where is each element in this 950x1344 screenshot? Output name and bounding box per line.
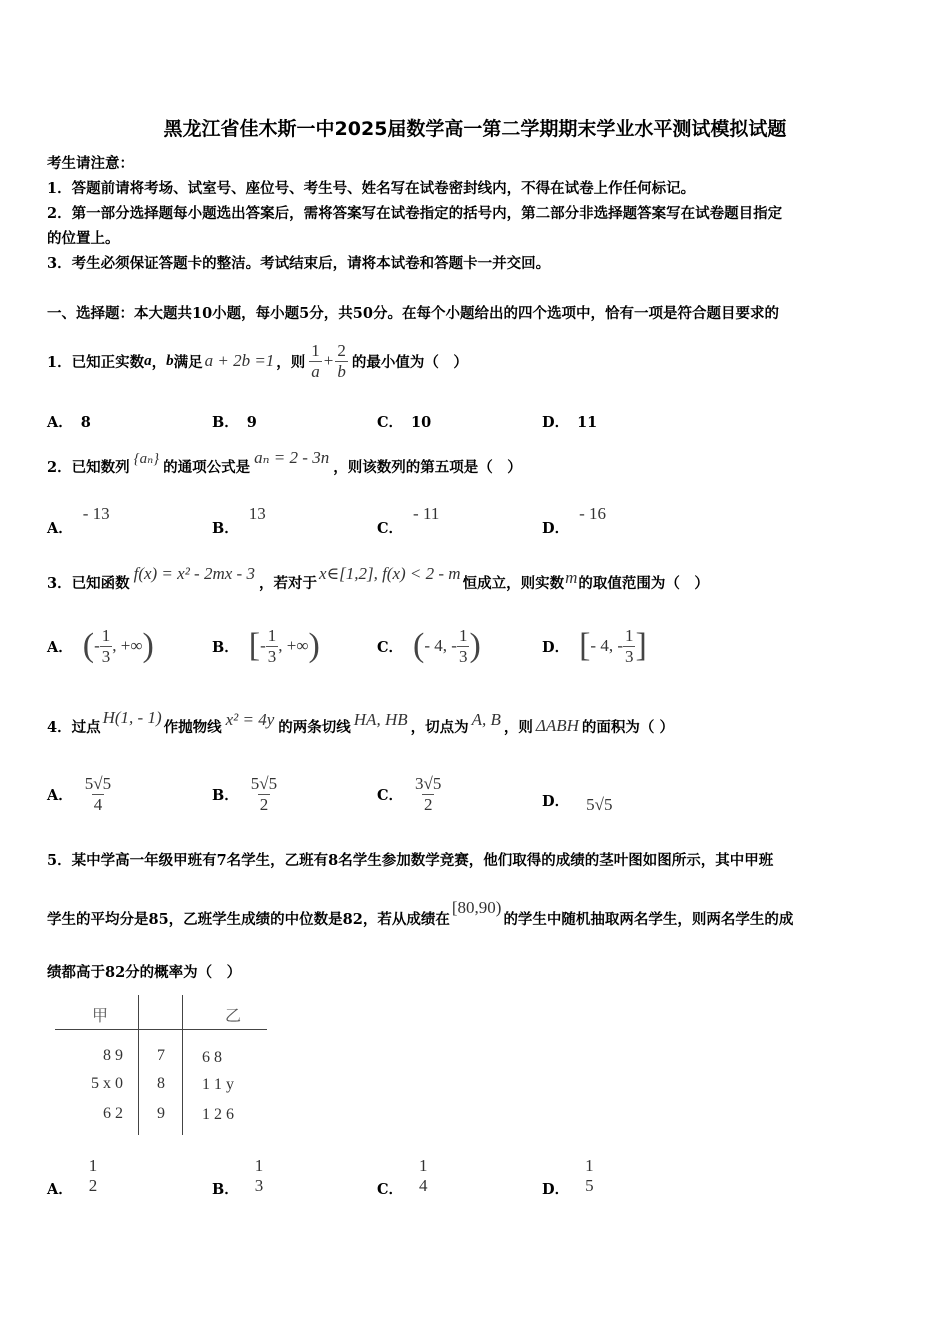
- question-3: [47, 562, 709, 602]
- q1-fraction-1: $\frac{1}{a}$: [311, 340, 320, 381]
- q3-option-d[interactable]: D． [ - 4, - $\frac{1}{3}$ ]: [542, 625, 647, 666]
- q4-text-6: 的面积为（ ）: [581, 718, 674, 736]
- question-5-line-2: [47, 898, 793, 938]
- q4-tangent-points: A, B: [471, 710, 501, 729]
- q5-option-b[interactable]: B． 1 3: [212, 1156, 264, 1198]
- q1-var-a: a: [144, 352, 152, 369]
- section-heading: 一、选择题：本大题共10小题，每小题5分，共50分。在每个小题给出的四个选项中，恰有一项是符合题目要求的: [47, 305, 779, 322]
- q1-fraction-2: $\frac{2}{b}$: [337, 340, 346, 381]
- q2-option-b[interactable]: B．13: [212, 504, 266, 537]
- q1-var-b: b: [166, 352, 174, 369]
- q3-option-c[interactable]: C． ( - 4, - $\frac{1}{3}$ ): [377, 625, 481, 666]
- notice-heading: 考生请注意：: [47, 155, 134, 172]
- q4-tangents: HA, HB: [353, 710, 408, 729]
- page-title: 黑龙江省佳木斯一中2025届数学高一第二学期期末学业水平测试模拟试题: [163, 118, 787, 140]
- question-4: [47, 706, 674, 746]
- notice-line-2: 2．第一部分选择题每小题选出答案后，需将答案写在试卷指定的括号内，第二部分非选择题答案写在试卷题目指定: [47, 205, 783, 222]
- q4-text-1: 4．过点: [47, 718, 101, 736]
- stem-leaf-left-row-3: 6 2: [103, 1105, 123, 1122]
- q4-option-c[interactable]: C． $\frac{3√5}{2}$: [377, 773, 442, 814]
- q3-var-m: m: [565, 568, 578, 587]
- q2-sequence: {aₙ}: [133, 450, 160, 467]
- notice-line-3: 3．考生必须保证答题卡的整洁。考试结束后，请将本试卷和答题卡一并交回。: [47, 255, 551, 272]
- q5-text-2b: 的学生中随机抽取两名学生，则两名学生的成: [503, 910, 794, 928]
- stem-leaf-right-header: 乙: [225, 1008, 242, 1025]
- stem-leaf-stem-3: 9: [157, 1105, 165, 1122]
- question-2: [47, 448, 522, 484]
- q1-comma: ，: [151, 353, 167, 371]
- q1-text-3: ，则: [276, 353, 306, 371]
- q5-text-2a: 学生的平均分是85，乙班学生成绩的中位数是82，若从成绩在: [47, 910, 450, 928]
- q2-option-d[interactable]: D．- 16: [542, 504, 606, 537]
- q2-text-3: ，则该数列的第五项是（ ）: [333, 458, 522, 476]
- q1-option-d[interactable]: D． 11: [542, 414, 598, 431]
- q4-text-5: ，则: [503, 718, 533, 736]
- stem-leaf-right-row-2: 1 1 y: [202, 1076, 234, 1093]
- stem-leaf-divider-left: [138, 995, 139, 1135]
- notice-line-2-cont: 的位置上。: [47, 230, 120, 247]
- q4-option-b[interactable]: B． $\frac{5√5}{2}$: [212, 773, 278, 814]
- q2-option-c[interactable]: C．- 11: [377, 504, 440, 537]
- q3-option-b[interactable]: B． [ - $\frac{1}{3}$ , +∞ ): [212, 625, 320, 666]
- q4-option-d[interactable]: D． 5√5: [542, 793, 613, 814]
- q1-text-2: 满足: [173, 353, 203, 371]
- q2-option-a[interactable]: A．- 13: [47, 504, 110, 537]
- notice-line-1: 1．答题前请将考场、试室号、座位号、考生号、姓名写在试卷密封线内，不得在试卷上作任何标记。: [47, 180, 696, 197]
- q4-point-h: H(1, - 1): [102, 708, 162, 727]
- q5-option-d[interactable]: D． 1 5: [542, 1156, 594, 1198]
- q4-triangle: ΔABH: [535, 716, 579, 735]
- q3-condition: x∈[1,2], f(x) < 2 - m: [318, 564, 461, 583]
- stem-leaf-right-row-3: 1 2 6: [202, 1106, 234, 1123]
- q1-condition: a + 2b =1: [204, 351, 275, 370]
- q4-text-3: 的两条切线: [278, 718, 351, 736]
- stem-leaf-divider-right: [182, 995, 183, 1135]
- stem-leaf-stem-2: 8: [157, 1075, 165, 1092]
- q5-option-c[interactable]: C． 1 4: [377, 1156, 428, 1198]
- q1-text-1: 1．已知正实数: [47, 353, 145, 371]
- q3-text-3: 恒成立，则实数: [462, 574, 565, 592]
- stem-leaf-header-rule: [55, 1029, 267, 1030]
- question-5-line-3: 绩都高于82分的概率为（ ）: [47, 964, 242, 981]
- q3-text-2: ，若对于: [258, 574, 317, 592]
- q3-text-1: 3．已知函数: [47, 574, 130, 592]
- stem-leaf-left-row-2: 5 x 0: [91, 1075, 123, 1092]
- q1-plus: +: [323, 351, 334, 370]
- q1-text-4: 的最小值为（ ）: [351, 353, 468, 371]
- q3-option-a[interactable]: A． ( - $\frac{1}{3}$ , +∞ ): [47, 625, 154, 666]
- q4-option-a[interactable]: A． $\frac{5√5}{4}$: [47, 773, 112, 814]
- q3-function: f(x) = x² - 2mx - 3: [133, 564, 255, 583]
- question-5-line-1: 5．某中学高一年级甲班有7名学生，乙班有8名学生参加数学竞赛，他们取得的成绩的茎叶图如图所示，其中甲班: [47, 852, 774, 869]
- stem-leaf-plot: [55, 995, 275, 1145]
- q4-parabola: x² = 4y: [225, 710, 275, 729]
- q1-option-c[interactable]: C． 10: [377, 414, 432, 431]
- q2-text-2: 的通项公式是: [163, 458, 251, 476]
- stem-leaf-left-row-1: 8 9: [103, 1047, 123, 1064]
- q5-option-a[interactable]: A． 1 2: [47, 1156, 98, 1198]
- stem-leaf-right-row-1: 6 8: [202, 1049, 222, 1066]
- q5-interval: [80,90): [451, 898, 502, 917]
- q2-text-1: 2．已知数列: [47, 458, 130, 476]
- stem-leaf-left-header: 甲: [92, 1008, 109, 1025]
- q1-option-a[interactable]: A． 8: [47, 414, 91, 431]
- q2-formula: aₙ = 2 - 3n: [254, 448, 330, 467]
- q4-text-4: ，切点为: [410, 718, 469, 736]
- question-1: [47, 326, 468, 396]
- q4-text-2: 作抛物线: [163, 718, 222, 736]
- q3-text-4: 的取值范围为（ ）: [578, 574, 709, 592]
- stem-leaf-stem-1: 7: [157, 1047, 165, 1064]
- q1-option-b[interactable]: B． 9: [212, 414, 257, 431]
